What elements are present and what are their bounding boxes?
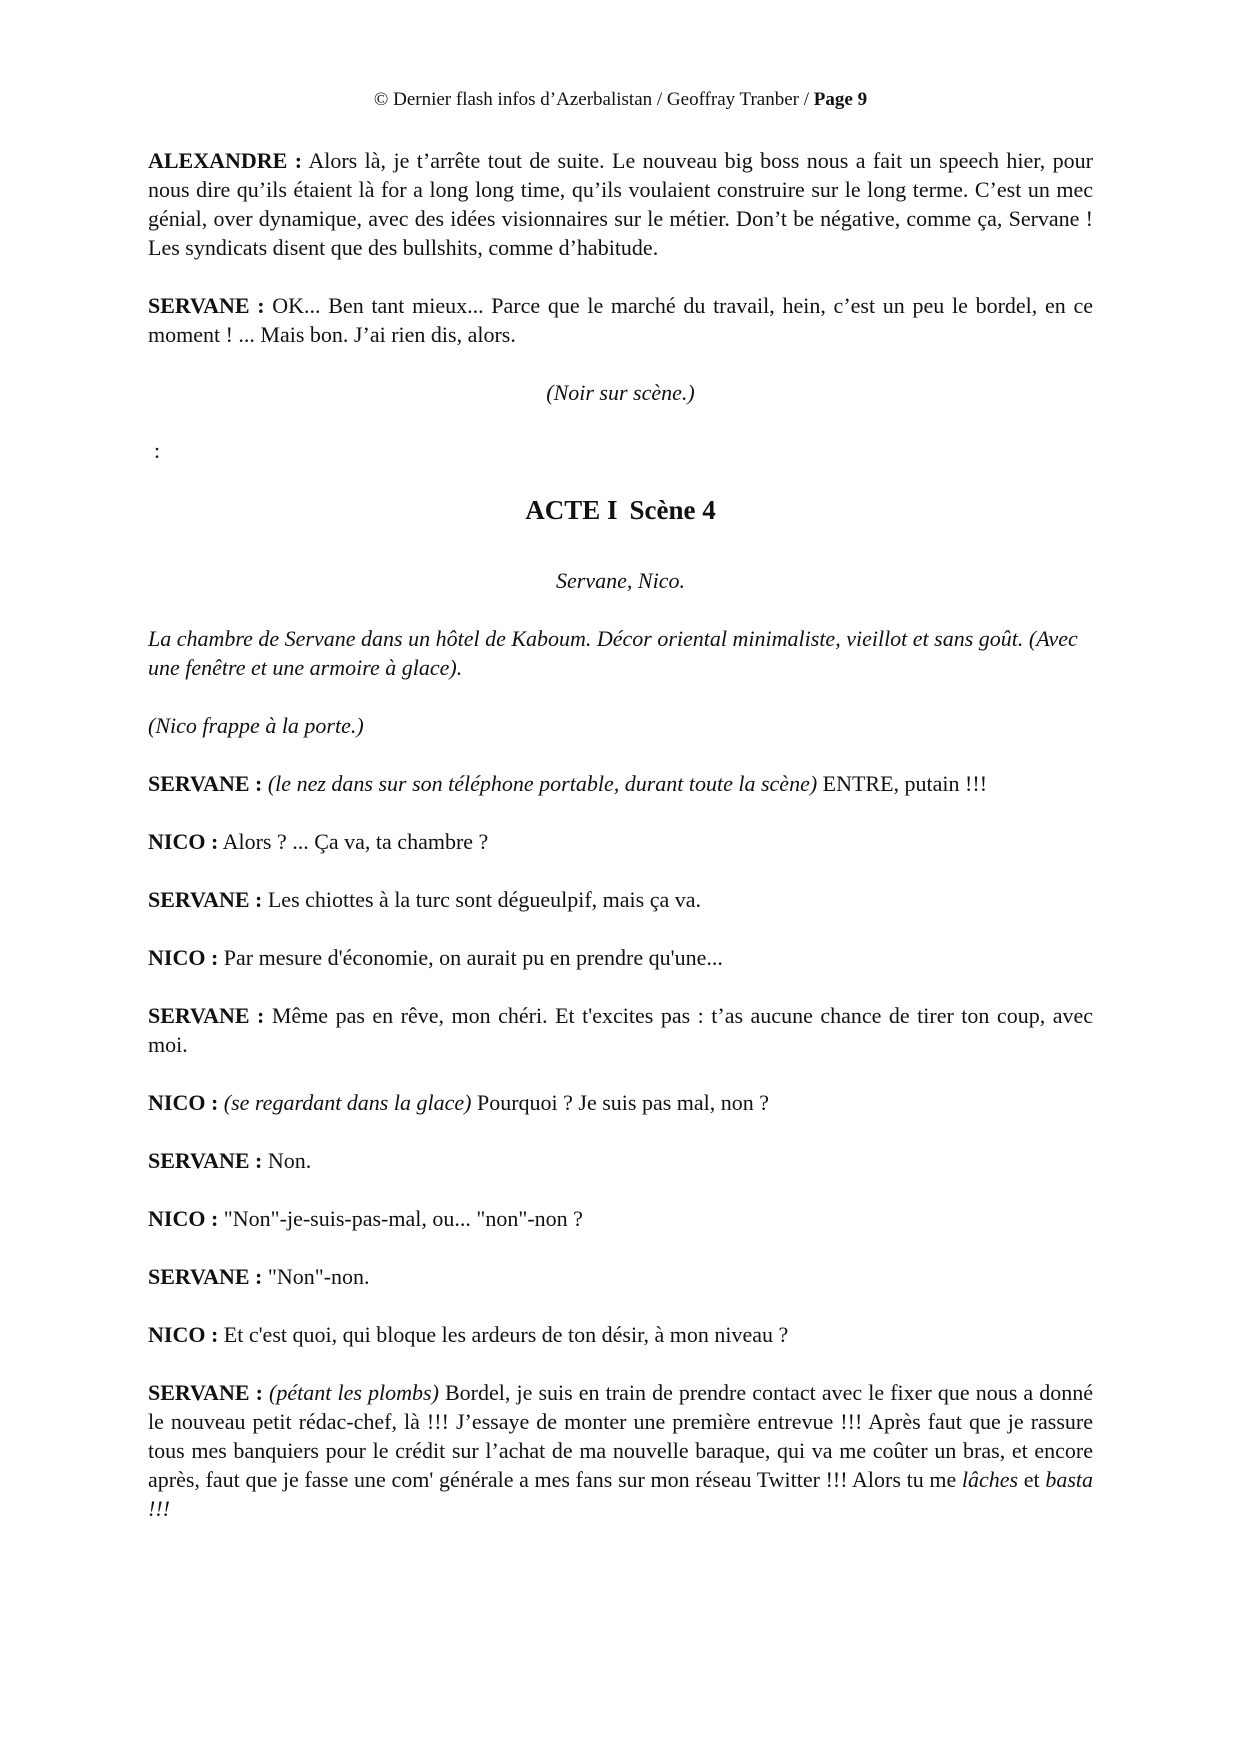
dialogue-text: Même pas en rêve, mon chéri. Et t'excites pas : t’as aucune chance de tirer ton coup, avec moi. xyxy=(148,1003,1093,1057)
act-label: ACTE I xyxy=(525,495,618,525)
dialogue-text: OK... Ben tant mieux... Parce que le marché du travail, hein, c’est un peu le bordel, en ce moment ! ... Mais bon. J’ai rien dis, alors. xyxy=(148,293,1093,347)
stray-colon: : xyxy=(154,438,161,463)
stage-action: (Nico frappe à la porte.) xyxy=(148,713,364,738)
dialogue-line xyxy=(148,1088,1093,1117)
dialogue-text: Les chiottes à la turc sont dégueulpif, mais ça va. xyxy=(262,887,701,912)
dialogue-line xyxy=(148,1001,1093,1059)
speaker-name: NICO : xyxy=(148,1206,219,1231)
speaker-name: NICO : xyxy=(148,945,219,970)
dialogue-text: Alors là, je t’arrête tout de suite. Le nouveau big boss nous a fait un speech hier, pour nous dire qu’ils étaient là for a long long time, qu’ils voulaient construire sur le long terme. C’est un mec génial, over dynamique, avec des idées visionnaires sur le métier. Don’t be négative, comme ça, Servane ! Les syndicats disent que des bullshits, comme d’habitude. xyxy=(148,148,1093,260)
header-page-number: Page 9 xyxy=(813,89,868,110)
dialogue-line xyxy=(148,1262,1093,1291)
dialogue-line xyxy=(148,146,1093,262)
dialogue-line xyxy=(148,1320,1093,1349)
blackout-direction: (Noir sur scène.) xyxy=(546,380,695,405)
dialogue-text: Alors ? ... Ça va, ta chambre ? xyxy=(218,829,489,854)
dialogue-line xyxy=(148,1378,1093,1523)
scene-label: Scène 4 xyxy=(629,495,716,525)
script-body xyxy=(148,146,1093,1552)
dialogue-text: Non. xyxy=(262,1148,312,1173)
speaker-name: NICO : xyxy=(148,829,219,854)
dialogue-line xyxy=(148,827,1093,856)
speaker-name: SERVANE : xyxy=(148,1264,263,1289)
speaker-name: SERVANE : xyxy=(148,771,263,796)
stage-direction: (se regardant dans la glace) xyxy=(218,1090,472,1115)
stage-direction: (pétant les plombs) xyxy=(262,1380,439,1405)
dialogue-emphasis: basta !!! xyxy=(148,1467,1093,1521)
dialogue-text: "Non"-je-suis-pas-mal, ou... "non"-non ? xyxy=(218,1206,583,1231)
dialogue-line xyxy=(148,291,1093,349)
speaker-name: SERVANE : xyxy=(148,1003,265,1028)
speaker-name: ALEXANDRE : xyxy=(148,148,303,173)
scene-setting: La chambre de Servane dans un hôtel de Kaboum. Décor oriental minimaliste, vieillot et sans goût. (Avec une fenêtre et une armoire à glace). xyxy=(148,626,1078,680)
scene-heading xyxy=(148,494,1093,526)
dialogue-emphasis: lâches xyxy=(961,1467,1019,1492)
header-credit: © Dernier flash infos d’Azerbalistan / Geoffray Tranber / xyxy=(373,89,814,110)
speaker-name: SERVANE : xyxy=(148,1148,263,1173)
scene-characters: Servane, Nico. xyxy=(556,568,685,593)
dialogue-text: Et c'est quoi, qui bloque les ardeurs de ton désir, à mon niveau ? xyxy=(218,1322,789,1347)
speaker-name: SERVANE : xyxy=(148,1380,263,1405)
dialogue-line xyxy=(148,885,1093,914)
dialogue-list xyxy=(148,769,1093,1349)
dialogue-text: Bordel, je suis en train de prendre contact avec le fixer que nous a donné le nouveau petit rédac-chef, là !!! J’essaye de monter une première entrevue !!! Après faut que je rassure tous mes banquiers pour le crédit sur l’achat de ma nouvelle baraque, qui va me coûter un bras, et encore après, faut que je fasse une com' générale a mes fans sur mon réseau Twitter !!! Alors tu me xyxy=(148,1380,1093,1492)
dialogue-text: ENTRE, putain !!! xyxy=(817,771,988,796)
dialogue-text: Par mesure d'économie, on aurait pu en prendre qu'une... xyxy=(218,945,723,970)
speaker-name: SERVANE : xyxy=(148,293,265,318)
dialogue-line xyxy=(148,1146,1093,1175)
dialogue-text: "Non"-non. xyxy=(262,1264,370,1289)
dialogue-line xyxy=(148,943,1093,972)
dialogue-line xyxy=(148,1204,1093,1233)
speaker-name: SERVANE : xyxy=(148,887,263,912)
speaker-name: NICO : xyxy=(148,1322,219,1347)
dialogue-text: et xyxy=(1018,1467,1046,1492)
page-header xyxy=(0,88,1241,112)
dialogue-line xyxy=(148,769,1093,798)
dialogue-text: Pourquoi ? Je suis pas mal, non ? xyxy=(471,1090,770,1115)
speaker-name: NICO : xyxy=(148,1090,219,1115)
stage-direction: (le nez dans sur son téléphone portable, durant toute la scène) xyxy=(262,771,818,796)
